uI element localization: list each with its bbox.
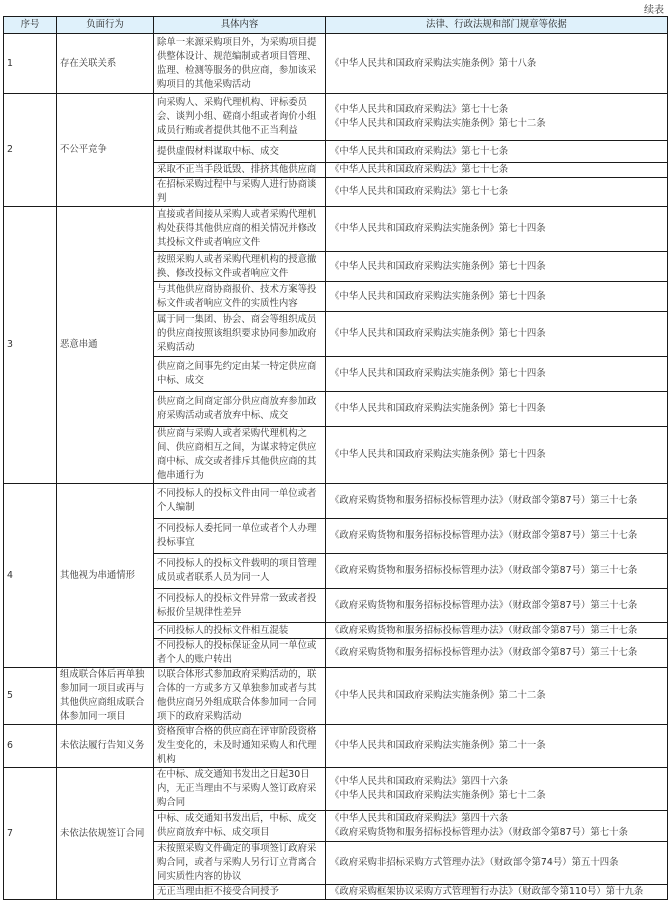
content-cell: 不同投标人的投标文件相互混装 (154, 623, 326, 639)
content-cell: 供应商之间事先约定由某一特定供应商中标、成交 (154, 357, 326, 392)
basis-cell (326, 768, 668, 811)
table-row (4, 725, 668, 768)
behavior-cell: 其他视为串通情形 (57, 484, 154, 668)
basis-line: 《中华人民共和国政府采购法实施条例》第七十四条 (330, 260, 546, 272)
basis-cell (326, 589, 668, 623)
basis-line: 《中华人民共和国政府采购法》第七十七条 (330, 186, 509, 197)
content-cell: 向采购人、采购代理机构、评标委员会、谈判小组、磋商小组或者询价小组成员行贿或者提供其他不正当利益 (154, 94, 326, 141)
header-no: 序号 (4, 17, 57, 34)
basis-line: 《中华人民共和国政府采购法》第七十七条 (330, 145, 509, 157)
row-number: 3 (4, 207, 57, 484)
basis-cell (326, 554, 668, 589)
basis-cell (326, 207, 668, 252)
content-cell: 在招标采购过程中与采购人进行协商谈判 (154, 178, 326, 207)
basis-line: 《政府采购货物和服务招标投标管理办法》（财政部令第87号）第三十七条 (330, 599, 638, 611)
basis-cell (326, 484, 668, 519)
basis-cell (326, 141, 668, 163)
basis-line: 《中华人民共和国政府采购法实施条例》第七十四条 (330, 223, 546, 234)
header-behavior: 负面行为 (57, 17, 154, 34)
content-cell: 与其他供应商协商报价、技术方案等投标文件或者响应文件的实质性内容 (154, 282, 326, 312)
content-cell: 不同投标人委托同一单位或者个人办理投标事宜 (154, 519, 326, 554)
behavior-cell: 恶意串通 (57, 207, 154, 484)
header-content: 具体内容 (154, 17, 326, 34)
content-cell: 采取不正当手段诋毁、排挤其他供应商 (154, 163, 326, 178)
row-number: 7 (4, 768, 57, 900)
basis-line: 《政府采购货物和服务招标投标管理办法》（财政部令第87号）第三十七条 (330, 624, 638, 636)
basis-line: 《中华人民共和国政府采购法实施条例》第七十四条 (330, 403, 546, 414)
content-cell: 提供虚假材料谋取中标、成交 (154, 141, 326, 163)
header-basis: 法律、行政法规和部门规章等依据 (326, 17, 668, 34)
basis-line: 《中华人民共和国政府采购法实施条例》第七十二条 (330, 790, 546, 801)
basis-cell (326, 811, 668, 842)
basis-cell (326, 668, 668, 725)
basis-line: 《中华人民共和国政府采购法实施条例》第七十二条 (330, 118, 546, 129)
content-cell: 在中标、成交通知书发出之日起30日内，无正当理由不与采购人签订政府采购合同 (154, 768, 326, 811)
table-row (4, 668, 668, 725)
basis-line: 《中华人民共和国政府采购法实施条例》第二十一条 (330, 740, 546, 751)
basis-cell (326, 885, 668, 900)
basis-line: 《政府采购非招标采购方式管理办法》（财政部令第74号）第五十四条 (330, 857, 619, 868)
row-number: 4 (4, 484, 57, 668)
basis-cell (326, 178, 668, 207)
basis-cell (326, 519, 668, 554)
basis-line: 《中华人民共和国政府采购法》第四十六条 (330, 776, 509, 787)
basis-line: 《中华人民共和国政府采购法实施条例》第七十四条 (330, 449, 546, 460)
basis-cell (326, 623, 668, 639)
continuation-label: 续表 (644, 5, 664, 16)
basis-line: 《中华人民共和国政府采购法》第四十六条 (330, 813, 509, 824)
basis-cell (326, 94, 668, 141)
table-row (4, 94, 668, 141)
table-header-row (4, 17, 668, 34)
negative-behavior-table (3, 16, 668, 900)
basis-cell (326, 282, 668, 312)
basis-line: 《中华人民共和国政府采购法》第七十七条 (330, 164, 509, 175)
behavior-cell: 未依法依规签订合同 (57, 768, 154, 900)
basis-cell (326, 357, 668, 392)
behavior-cell: 存在关联关系 (57, 34, 154, 94)
basis-line: 《中华人民共和国政府采购法实施条例》第七十四条 (330, 290, 546, 302)
table-row (4, 768, 668, 811)
content-cell: 按照采购人或者采购代理机构的授意撤换、修改投标文件或者响应文件 (154, 252, 326, 282)
table-row (4, 207, 668, 252)
behavior-cell: 组成联合体后再单独参加同一项目或再与其他供应商组成联合体参加同一项目 (57, 668, 154, 725)
basis-line: 《中华人民共和国政府采购法实施条例》第七十四条 (330, 368, 546, 379)
row-number: 6 (4, 725, 57, 768)
basis-line: 《政府采购货物和服务招标投标管理办法》（财政部令第87号）第七十条 (330, 827, 628, 838)
content-cell: 无正当理由拒不接受合同授予 (154, 885, 326, 900)
basis-line: 《政府采购货物和服务招标投标管理办法》（财政部令第87号）第三十七条 (330, 565, 638, 576)
basis-cell (326, 842, 668, 885)
behavior-cell: 未依法履行告知义务 (57, 725, 154, 768)
basis-line: 《中华人民共和国政府采购法》第七十七条 (330, 104, 509, 115)
basis-line: 《政府采购货物和服务招标投标管理办法》（财政部令第87号）第三十七条 (330, 495, 638, 506)
basis-line: 《政府采购货物和服务招标投标管理办法》（财政部令第87号）第三十七条 (330, 647, 638, 658)
content-cell: 属于同一集团、协会、商会等组织成员的供应商按照该组织要求协同参加政府采购活动 (154, 312, 326, 357)
basis-cell (326, 392, 668, 427)
behavior-cell: 不公平竞争 (57, 94, 154, 207)
basis-cell (326, 725, 668, 768)
table-row (4, 34, 668, 94)
content-cell: 除单一来源采购项目外，为采购项目提供整体设计、规范编制或者项目管理、监理、检测等服务的供应商，参加该采购项目的其他采购活动 (154, 34, 326, 94)
content-cell: 不同投标人的投标文件载明的项目管理成员或者联系人员为同一人 (154, 554, 326, 589)
basis-cell (326, 639, 668, 668)
basis-cell (326, 312, 668, 357)
row-number: 2 (4, 94, 57, 207)
content-cell: 以联合体形式参加政府采购活动的，联合体的一方或多方又单独参加或者与其他供应商另外组成联合体参加同一合同项下的政府采购活动 (154, 668, 326, 725)
content-cell: 不同投标人的投标文件异常一致或者投标报价呈规律性差异 (154, 589, 326, 623)
basis-cell (326, 163, 668, 178)
basis-line: 《政府采购货物和服务招标投标管理办法》（财政部令第87号）第三十七条 (330, 530, 638, 541)
content-cell: 资格预审合格的供应商在评审阶段资格发生变化的，未及时通知采购人和代理机构 (154, 725, 326, 768)
row-number: 5 (4, 668, 57, 725)
basis-line: 《中华人民共和国政府采购法实施条例》第二十二条 (330, 690, 546, 701)
basis-line: 《中华人民共和国政府采购法实施条例》第七十四条 (330, 328, 546, 339)
content-cell: 不同投标人的投标文件由同一单位或者个人编制 (154, 484, 326, 519)
content-cell: 供应商与采购人或者采购代理机构之间、供应商相互之间，为谋求特定供应商中标、成交或者排斥其他供应商的其他串通行为 (154, 427, 326, 484)
row-number: 1 (4, 34, 57, 94)
table-row (4, 484, 668, 519)
basis-cell (326, 427, 668, 484)
content-cell: 未按照采购文件确定的事项签订政府采购合同，或者与采购人另行订立背离合同实质性内容的协议 (154, 842, 326, 885)
content-cell: 直接或者间接从采购人或者采购代理机构处获得其他供应商的相关情况并修改其投标文件或者响应文件 (154, 207, 326, 252)
basis-line: 《中华人民共和国政府采购法实施条例》第十八条 (330, 57, 537, 69)
content-cell: 供应商之间商定部分供应商放弃参加政府采购活动或者放弃中标、成交 (154, 392, 326, 427)
content-cell: 不同投标人的投标保证金从同一单位或者个人的账户转出 (154, 639, 326, 668)
basis-cell (326, 34, 668, 94)
content-cell: 中标、成交通知书发出后，中标、成交供应商放弃中标、成交项目 (154, 811, 326, 842)
basis-line: 《政府采购框架协议采购方式管理暂行办法》（财政部令第110号）第十九条 (330, 886, 644, 897)
basis-cell (326, 252, 668, 282)
